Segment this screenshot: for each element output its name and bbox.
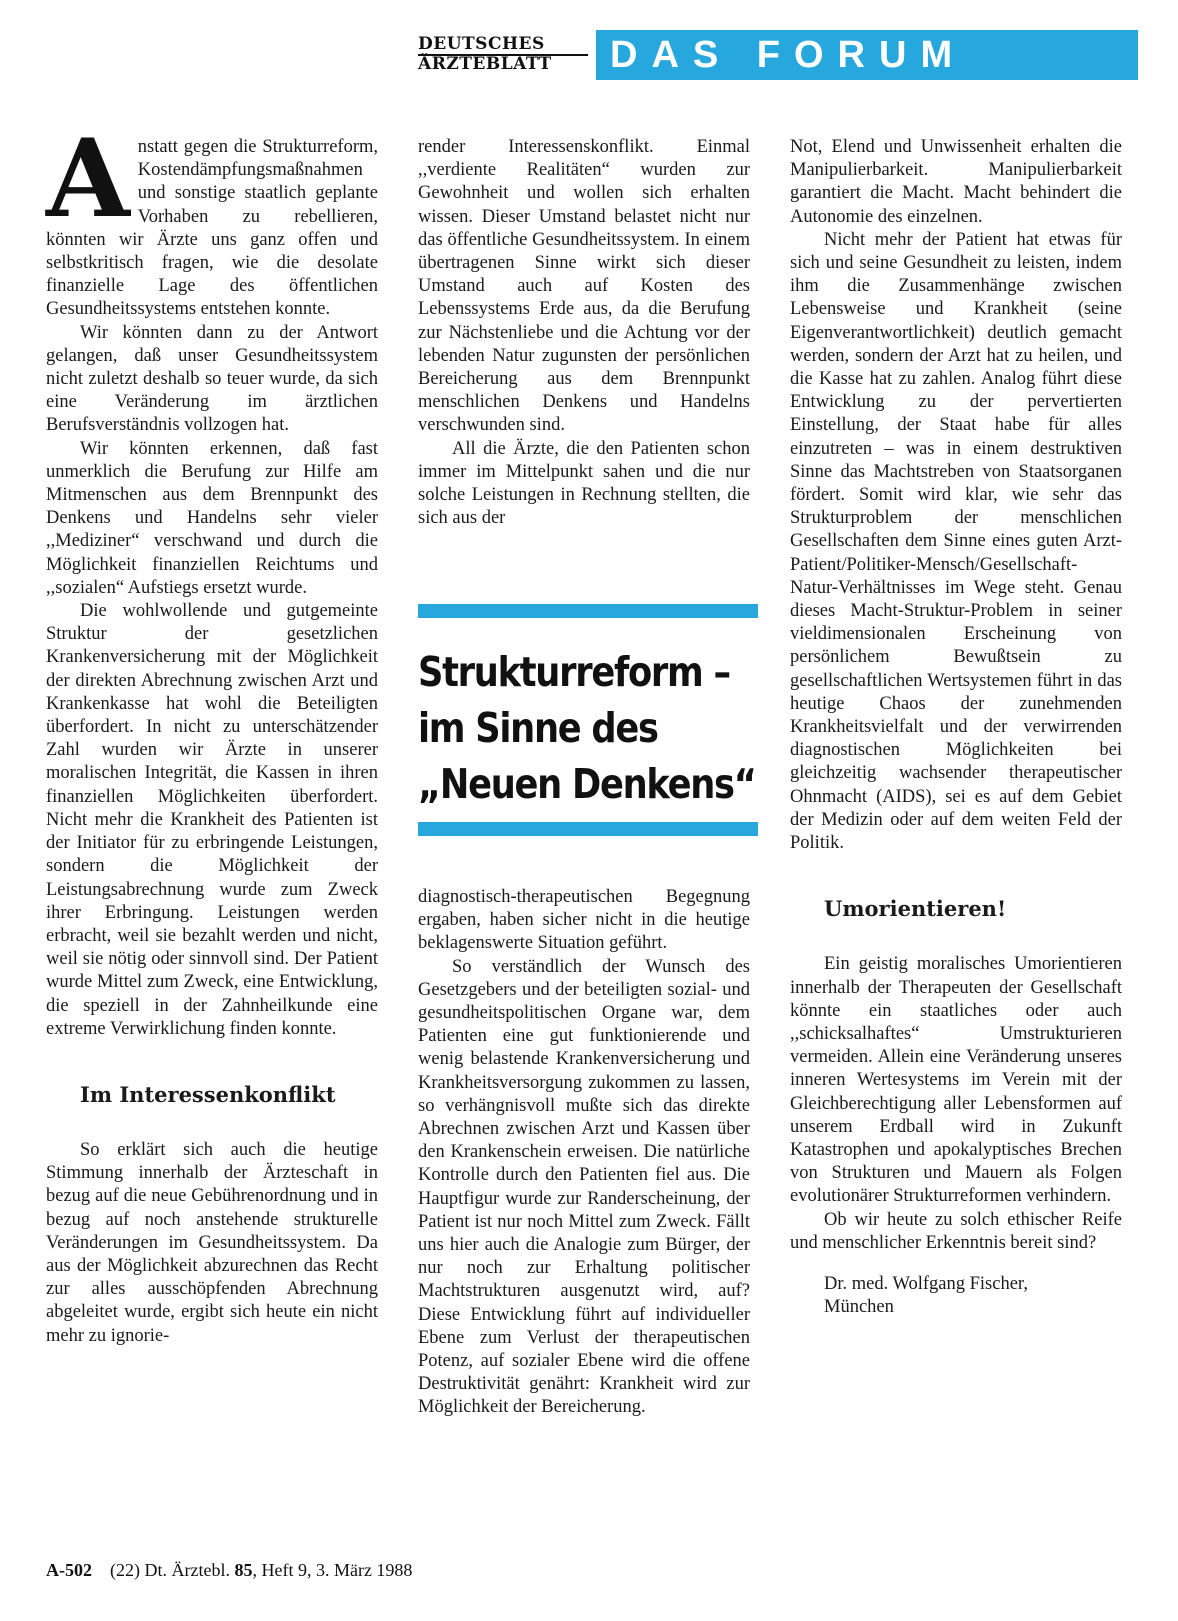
article-column-2 xyxy=(418,136,750,530)
article-column-3 xyxy=(790,136,1122,1319)
headline-box xyxy=(418,604,758,850)
subheading: Im Interessenkonflikt xyxy=(80,1081,336,1107)
article-paragraph: Wir könnten erkennen, daß fast unmerklich die Berufung zur Hilfe am Mitmenschen aus dem Brennpunkt des Denkens und Handelns sehr vieler ,,Mediziner“ verschwand und durch die Möglichkeit finanziellen Reichtums und ,,sozialen“ Aufstiegs ersetzt wurde. xyxy=(46,438,378,598)
article-paragraph: So erklärt sich auch die heutige Stimmung innerhalb der Ärzteschaft in bezug auf die neue Gebührenordnung und in bezug auf noch anstehende strukturelle Veränderungen im Gesundheitssystem. Da aus der Möglichkeit abzurechnen das Recht zur alles ausschöpfenden Abrechnung abgeleitet wurde, ergibt sich heute ein nicht mehr zu ignorie- xyxy=(46,1139,378,1346)
article-column-1 xyxy=(46,116,378,1348)
drop-cap: A xyxy=(46,116,130,242)
article-paragraph: diagnostisch-therapeutischen Begegnung ergaben, haben sicher nicht in die heutige beklagenswerte Situation geführt. xyxy=(418,887,750,954)
article-paragraph: Ob wir heute zu solch ethischer Reife und menschlicher Erkenntnis bereit sind? xyxy=(790,1209,1122,1253)
headline-rule-bottom xyxy=(418,822,758,836)
article-paragraph: render Interessenskonflikt. Einmal ,,verdiente Realitäten“ wurden zur Gewohnheit und wollen sich erhalten wissen. Dieser Umstand belastet nicht nur das öffentliche Gesundheitssystem. In einem übertragenen Sinne wirkt sich dieser Umstand auch auf Kosten des Lebenssystems Erde aus, da die Berufung zur Nächstenliebe und die Achtung vor der lebenden Natur zugunsten der persönlichen Bereicherung aus dem Brennpunkt menschlichen Denkens und Handelns verschwunden sind. xyxy=(418,137,750,436)
page-footer: A-502 (22) Dt. Ärztebl. 85, Heft 9, 3. März 1988 xyxy=(46,1560,413,1580)
article-paragraph: Nicht mehr der Patient hat etwas für sich und seine Gesundheit zu leisten, indem ihm die Zusammenhänge zwischen Lebensweise und Krankheit (seine Eigenverantwortlichkeit) deutlich gemacht werden, sondern der Arzt hat zu heilen, und die Kasse hat zu zahlen. Analog führt diese Entwicklung zu der pervertierten Einstellung, der Staat habe für alles einzutreten – was in einem destruktiven Sinne das Machtstreben von Staatsorganen fördert. Somit wird klar, wie sehr das Strukturproblem der menschlichen Gesellschaften dem Sinne eines guten Arzt-Patient/Politiker-Mensch/Gesellschaft-Natur-Verhältnisses im Wege steht. Genau dieses Macht-Struktur-Problem in seiner vieldimensionalen Erscheinung von persönlichem Bewußtsein zu gesellschaftlichen Wertsystemen führt in das heutige Chaos der zunehmenden Krankheitsvielfalt und der verwirrenden diagnostischen Möglichkeiten bei gleichzeitig wachsender therapeutischer Ohnmacht (AIDS), sei es auf dem Gebiet der Medizin oder auf dem weiten Feld der Politik. xyxy=(790,229,1122,854)
headline-rule-top xyxy=(418,604,758,618)
section-banner: DAS FORUM xyxy=(596,30,1138,80)
article-paragraph: Wir könnten dann zu der Antwort gelangen, daß unser Gesundheitssystem nicht zuletzt deshalb so teuer wurde, da sich eine Veränderung im ärztlichen Berufsverständnis vollzogen hat. xyxy=(46,322,378,436)
article-paragraph: Anstatt gegen die Strukturreform, Kostendämpfungsmaßnahmen und sonstige staatlich geplante Vorhaben zu rebellieren, könnten wir Ärzte uns ganz offen und selbstkritisch fragen, wie die desolate finanzielle Lage des öffentlichen Gesundheitssystems entstehen konnte. xyxy=(46,116,378,320)
article-paragraph: Ein geistig moralisches Umorientieren innerhalb der Therapeuten der Gesellschaft könnte ein staatliches oder auch ,,schicksalhaftes“ Umstrukturieren vermeiden. Allein eine Veränderung unseres inneren Wertesystems im Verein mit der Gleichberechtigung aller Lebensformen auf unserem Erdball wird in Zukunft Katastrophen und apokalyptisches Brechen von Strukturen und Mauern als Folgen evolutionärer Strukturreformen verhindern. xyxy=(790,954,1122,1207)
article-paragraph: Die wohlwollende und gutgemeinte Struktur der gesetzlichen Krankenversicherung mit der Möglichkeit der direkten Abrechnung zwischen Arzt und Krankenkasse hat wohl die Beteiligten überfordert. In nicht zu unterschätzender Zahl wurden wir Ärzte in unserer moralischen Integrität, die Kassen in ihren finanziellen Möglichkeiten überfordert. Nicht mehr die Krankheit des Patienten ist der Initiator für zu erbringende Leistungen, sondern die Möglichkeit der Leistungsabrechnung wurde zum Zweck ihrer Erbringung. Leistungen werden erbracht, weil sie bezahlt werden und nicht, weil sie nötig oder sinnvoll sind. Der Patient wurde Mittel zum Zweck, eine Entwicklung, die speziell in der Zahnheilkunde eine extreme Verwirklichung finden konnte. xyxy=(46,601,378,1039)
volume-number: 85 xyxy=(234,1560,253,1580)
masthead xyxy=(418,30,1138,80)
page-number: A-502 xyxy=(46,1560,92,1580)
article-paragraph: So verständlich der Wunsch des Gesetzgebers und der beteiligten sozial- und gesundheitspolitischen Organe war, dem Patienten eine gut funktionierende und wenig belastende Krankenversicherung und Krankheitsversorgung zukommen zu lassen, so verhängnisvoll mußte sich das direkte Abrechnen zwischen Arzt und Kassen über den Krankenschein erweisen. Die natürliche Kontrolle durch den Patienten fiel aus. Die Hauptfigur wurde zur Randerscheinung, der Patient ist nur noch Mittel zum Zweck. Fällt uns hier auch die Analogie zum Bürger, der nur noch zur Erhaltung politischer Machtstrukturen ausgenutzt wird, auf? Diese Entwicklung führt auf individueller Ebene zum Verlust der therapeutischen Potenz, auf sozialer Ebene wird die offene Destruktivität genährt: Krankheit wird zur Möglichkeit der Bereicherung. xyxy=(418,956,750,1418)
journal-logo: DEUTSCHES ÄRZTEBLATT xyxy=(418,36,588,73)
article-paragraph: Not, Elend und Unwissenheit erhalten die Manipulierbarkeit. Manipulierbarkeit garantiert die Macht. Macht behindert die Autonomie des einzelnen. xyxy=(790,137,1122,227)
subheading: Umorientieren! xyxy=(824,896,1007,922)
author-signature: Dr. med. Wolfgang Fischer, München xyxy=(824,1273,1028,1318)
article-column-2-continued xyxy=(418,886,750,1420)
article-paragraph: All die Ärzte, die den Patienten schon immer im Mittelpunkt sahen und die nur solche Leistungen in Rechnung stellten, die sich aus der xyxy=(418,438,750,529)
article-headline: Strukturreform – im Sinne des „Neuen Denkens“ xyxy=(418,648,756,808)
